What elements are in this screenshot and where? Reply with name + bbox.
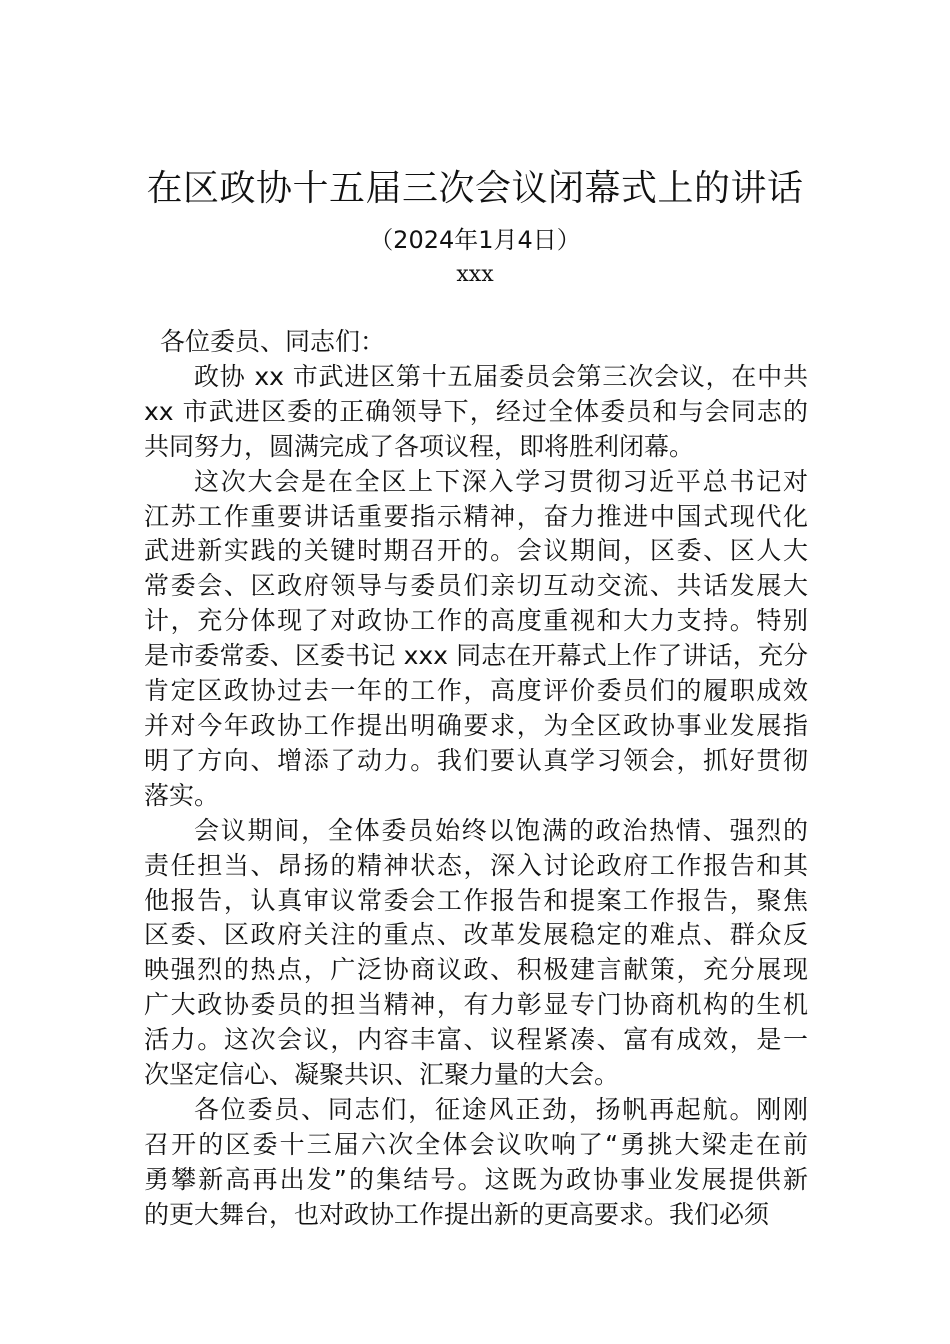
paragraph-line: 召开的区委十三届六次全体会议吹响了“勇挑大梁走在前 xyxy=(144,1129,808,1159)
paragraph-line: 广大政协委员的担当精神，有力彰显专门协商机构的生机 xyxy=(144,990,808,1020)
paragraph-line: 的更大舞台，也对政协工作提出新的更高要求。我们必须 xyxy=(144,1199,770,1229)
document-body xyxy=(144,325,808,1233)
document-author: xxx xyxy=(456,262,494,287)
paragraph-line: 映强烈的热点，广泛协商议政、积极建言献策，充分展现 xyxy=(144,955,808,985)
paragraph-line: 勇攀新高再出发”的集结号。这既为政协事业发展提供新 xyxy=(144,1164,808,1194)
salutation: 各位委员、同志们： xyxy=(160,327,386,356)
paragraph-line: 落实。 xyxy=(144,780,220,810)
paragraph-line: 会议期间，全体委员始终以饱满的政治热情、强烈的 xyxy=(194,815,808,845)
paragraph-list xyxy=(144,360,808,1233)
paragraph-line: 区委、区政府关注的重点、改革发展稳定的难点、群众反 xyxy=(144,920,808,950)
paragraph xyxy=(144,465,808,814)
paragraph-line: 各位委员、同志们，征途风正劲，扬帆再起航。刚刚 xyxy=(194,1094,808,1124)
document-date: （2024年1月4日） xyxy=(369,226,581,254)
paragraph-line: 责任担当、昂扬的精神状态，深入讨论政府工作报告和其 xyxy=(144,850,808,880)
paragraph xyxy=(144,360,808,465)
document-title: 在区政协十五届三次会议闭幕式上的讲话 xyxy=(146,168,804,209)
paragraph-line: 共同努力，圆满完成了各项议程，即将胜利闭幕。 xyxy=(144,431,695,461)
paragraph-line: 次坚定信心、凝聚共识、汇聚力量的大会。 xyxy=(144,1060,620,1090)
paragraph-line: 明了方向、增添了动力。我们要认真学习领会，抓好贯彻 xyxy=(144,745,808,775)
paragraph-line: 是市委常委、区委书记 xxx 同志在开幕式上作了讲话，充分 xyxy=(144,641,808,671)
paragraph-line: 江苏工作重要讲话重要指示精神，奋力推进中国式现代化 xyxy=(144,501,808,531)
paragraph-line: 他报告，认真审议常委会工作报告和提案工作报告，聚焦 xyxy=(144,885,808,915)
paragraph-line: 计，充分体现了对政协工作的高度重视和大力支持。特别 xyxy=(144,606,808,636)
paragraph-line: 并对今年政协工作提出明确要求，为全区政协事业发展指 xyxy=(144,710,808,740)
paragraph xyxy=(144,1093,808,1233)
paragraph-line: 这次大会是在全区上下深入学习贯彻习近平总书记对 xyxy=(194,466,808,496)
paragraph-line: 武进新实践的关键时期召开的。会议期间，区委、区人大 xyxy=(144,536,808,566)
paragraph-line: xx 市武进区委的正确领导下，经过全体委员和与会同志的 xyxy=(144,396,808,426)
paragraph-line: 常委会、区政府领导与委员们亲切互动交流、共话发展大 xyxy=(144,571,808,601)
paragraph xyxy=(144,814,808,1093)
paragraph-line: 政协 xx 市武进区第十五届委员会第三次会议，在中共 xyxy=(194,361,808,391)
paragraph-line: 活力。这次会议，内容丰富、议程紧凑、富有成效，是一 xyxy=(144,1025,808,1055)
paragraph-line: 肯定区政协过去一年的工作，高度评价委员们的履职成效 xyxy=(144,676,808,706)
